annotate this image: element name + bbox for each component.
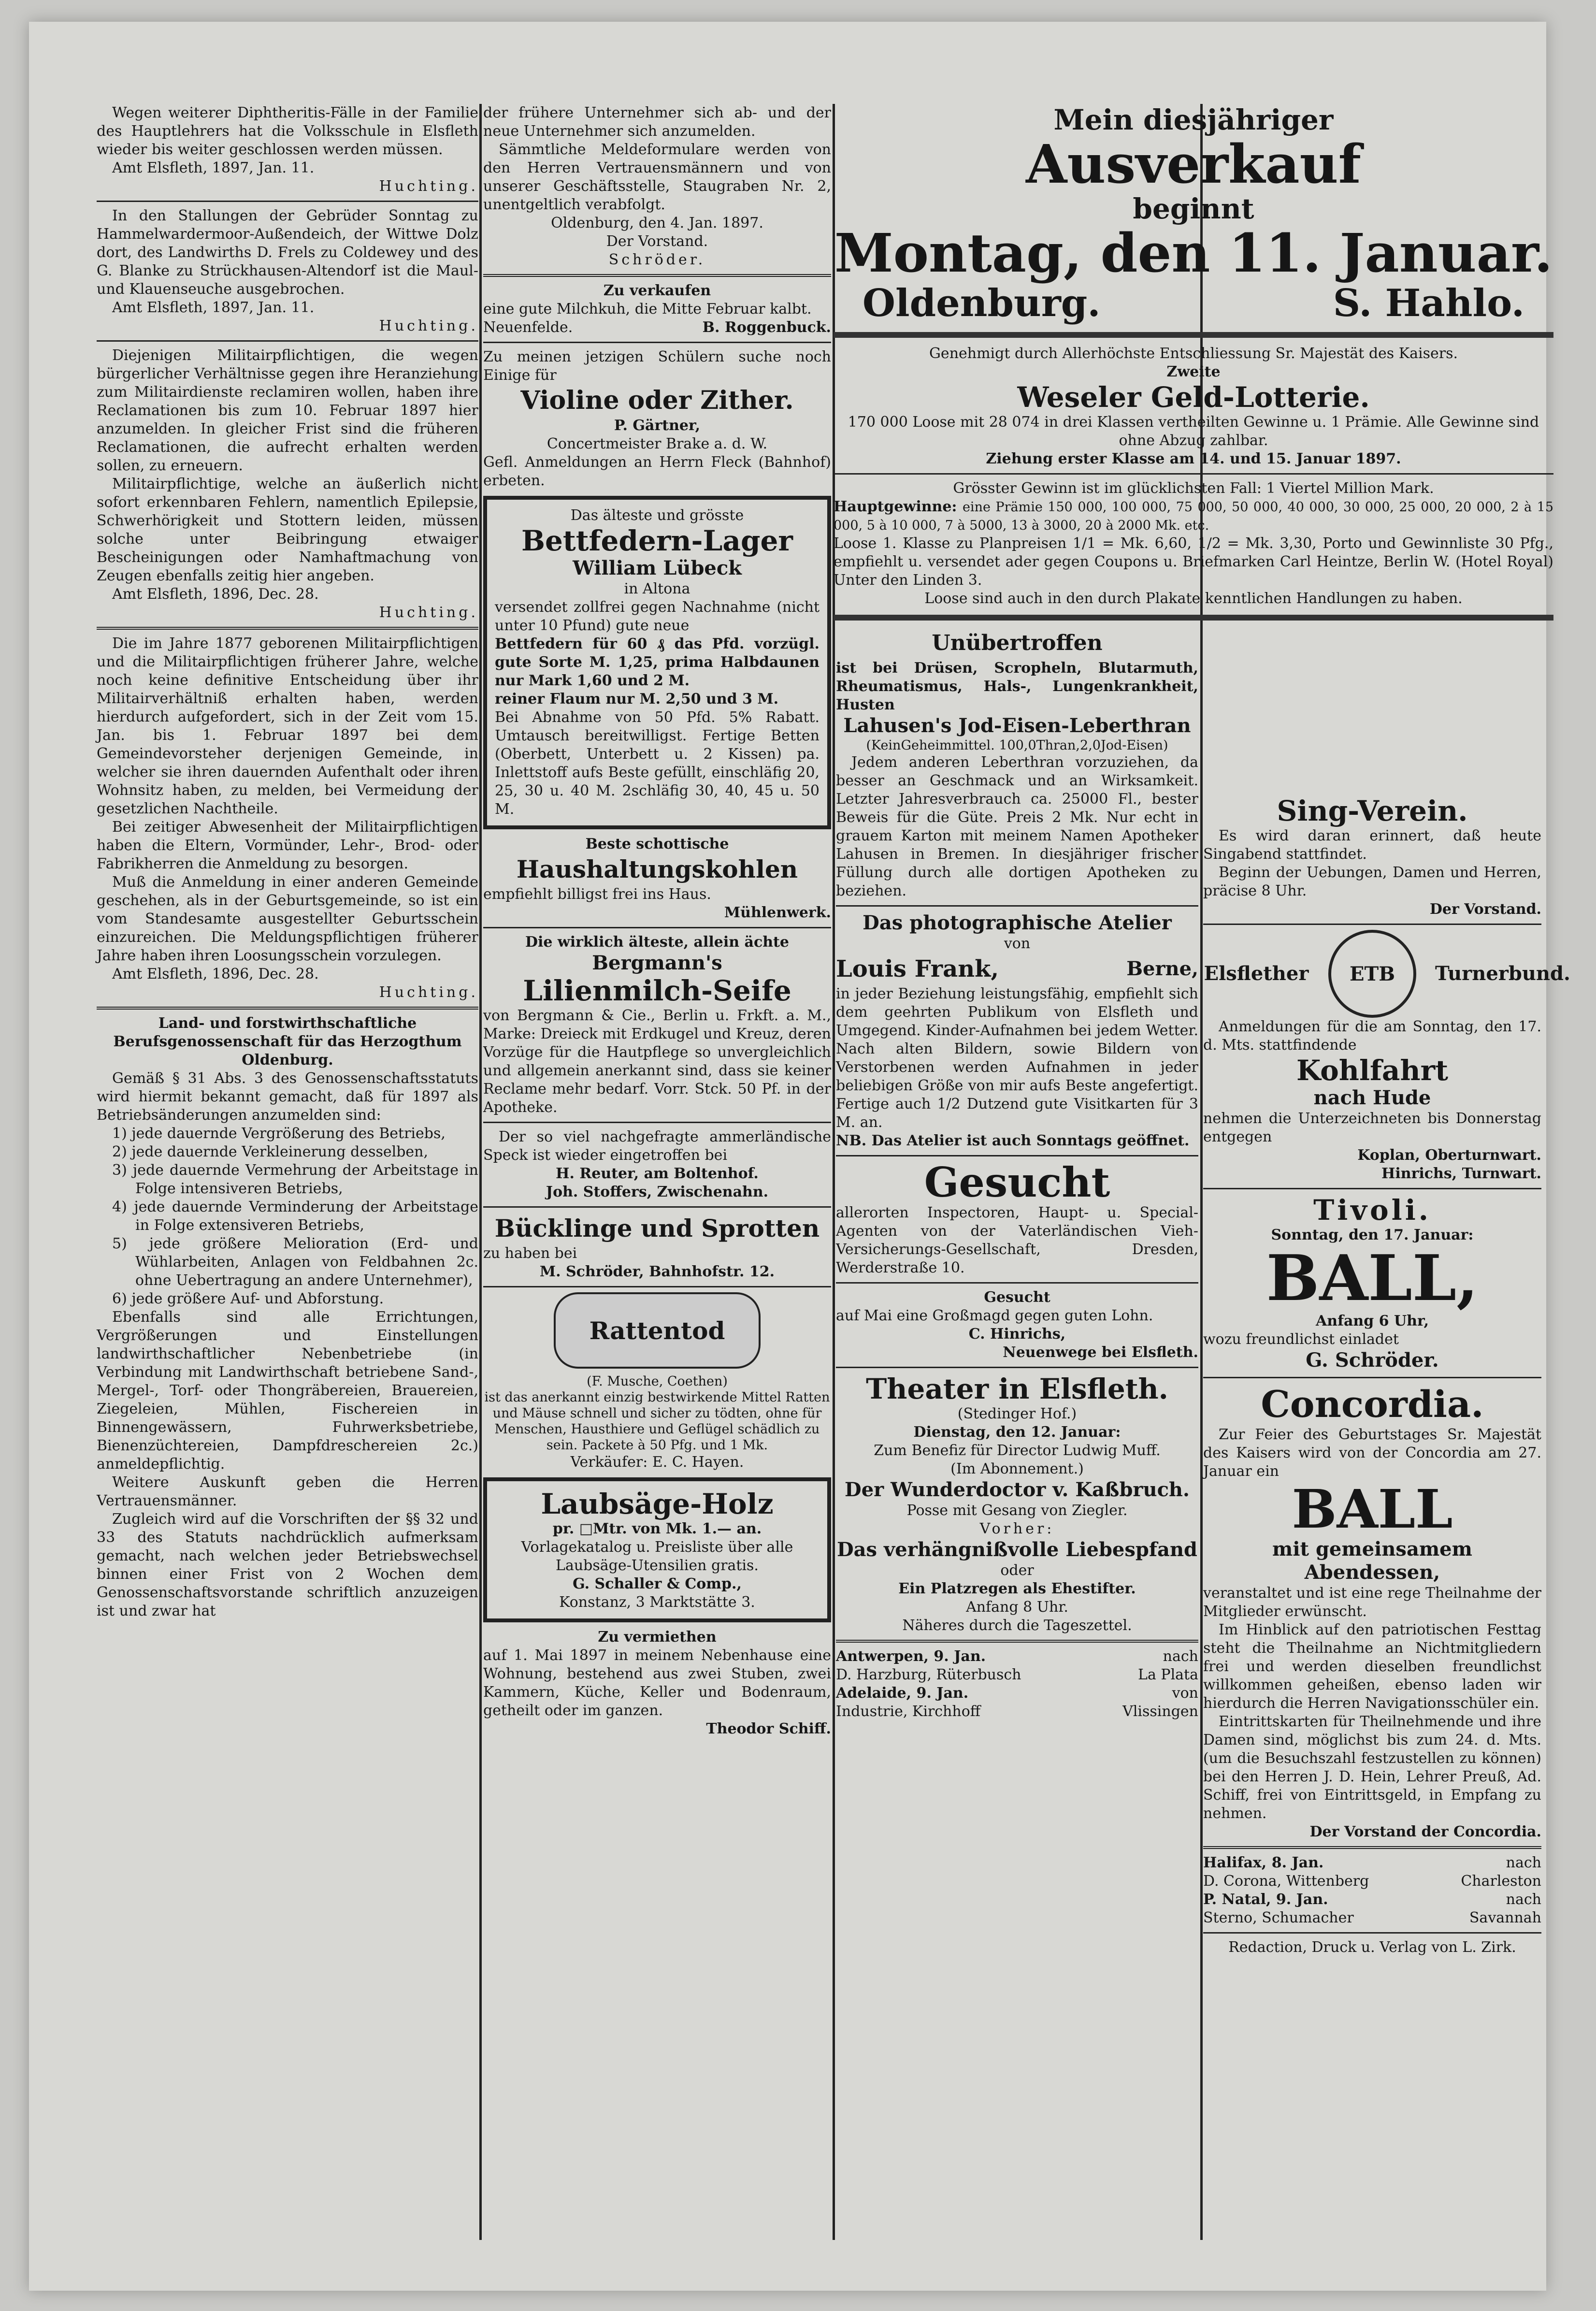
- ship-row: [836, 1666, 1198, 1684]
- ad-title: Haushaltungskohlen: [516, 855, 798, 883]
- notice-date: Amt Elsfleth, 1896, Dec. 28.: [112, 586, 319, 603]
- divider: [97, 627, 478, 630]
- notice-reclamation: Diejenigen Militairpflichtigen, die wegen bürgerlicher Verhältnisse gegen ihre Heranziehung zum Militairdienste reclamiren wollen, haben ihre Reclamationen bis zum 10. Februar 1897 hier anzumelden. In gleicher Frist sind die früheren Reclamationen, die aufrecht erhalten werden sollen, zu erneuern.: [97, 347, 478, 474]
- list-item: 4) jede dauernde Verminderung der Arbeitstage in Folge extensiveren Betriebs,: [112, 1199, 478, 1234]
- ad-body: Zur Feier des Geburtstages Sr. Majestät des Kaisers wird von der Concordia am 27. Januar ein: [1203, 1426, 1541, 1480]
- ad-body: auf Mai eine Großmagd gegen guten Lohn.: [836, 1307, 1153, 1324]
- ad-heading: Zu verkaufen: [603, 282, 711, 299]
- newspaper-page: [29, 22, 1570, 2291]
- ad-signature: Verkäufer: E. C. Hayen.: [570, 1454, 744, 1471]
- ad-name: C. Hinrichs,: [968, 1326, 1066, 1343]
- ad-body: Zu meinen jetzigen Schülern suche noch Einige für: [483, 348, 831, 384]
- ad-body: (KeinGeheimmittel. 100,0Thran,2,0Jod-Eisen): [866, 738, 1168, 753]
- ship-direction: nach: [1163, 1648, 1198, 1665]
- notice-signature: Huchting.: [379, 984, 478, 1001]
- ad-body: Näheres durch die Tageszettel.: [902, 1617, 1132, 1634]
- list-item: 5) jede größere Melioration (Erd- und Wühlarbeiten, Anlagen von Feldbahnen 2c. ohne Uebertragung an andere Unternehmer),: [112, 1235, 478, 1289]
- lottery-body: Loose 1. Klasse zu Planpreisen 1/1 = Mk. 6,60, 1/2 = Mk. 3,30, Porto und Gewinnliste 30 Pfg., empfiehlt u. versendet ader gegen Coupons u. Briefmarken Carl Heintze, Berlin W. (Hotel Royal) Unter den Linden 3.: [834, 535, 1553, 589]
- ad-body: ist das anerkannt einzig bestwirkende Mittel Ratten und Mäuse schnell und sicher zu tödten, ohne für Menschen, Hausthiere und Geflügel schädlich zu sein. Packete à 50 Pfg. und 1 Mk.: [484, 1390, 830, 1453]
- turnerbund-emblem-icon: [1328, 930, 1416, 1018]
- ad-body: Der so viel nachgefragte ammerländische Speck ist wieder eingetroffen bei: [483, 1128, 831, 1164]
- notice-reclamation-2: Militairpflichtige, welche an äußerlich nicht sofort erkennbaren Fehlern, namentlich Epilepsie, Schwerhörigkeit und Stottern leiden, müssen solche unter Beibringung etwaiger Bescheinigungen oder Namhaftmachung von Zeugen ebenfalls zeitig hier angeben.: [97, 476, 478, 584]
- ad-body: (Stedinger Hof.): [957, 1405, 1077, 1422]
- ad-title: Kohlfahrt: [1296, 1054, 1449, 1087]
- ad-title: Bettfedern-Lager: [521, 524, 793, 557]
- ad-address: Konstanz, 3 Marktstätte 3.: [559, 1594, 755, 1611]
- ad-title-right: Turnerbund.: [1435, 962, 1570, 985]
- divider: [97, 340, 478, 342]
- notice-signature: Huchting.: [379, 604, 478, 621]
- ad-name: G. Schaller & Comp.,: [573, 1575, 742, 1592]
- imprint: Redaction, Druck u. Verlag von L. Zirk.: [1228, 1939, 1516, 1956]
- ad-name: M. Schröder, Bahnhofstr. 12.: [539, 1263, 775, 1280]
- notice-body: Sämmtliche Meldeformulare werden von den Herren Vertrauensmännern und von unserer Geschäftsstelle, Staugraben Nr. 2, unentgeltlich verabfolgt.: [483, 141, 831, 213]
- ship-name: D. Harzburg, Rüterbusch: [836, 1666, 1021, 1683]
- ad-body: NB. Das Atelier ist auch Sonntags geöffnet.: [836, 1132, 1190, 1149]
- ad-body: empfiehlt billigst frei ins Haus.: [483, 886, 711, 903]
- play-title: Der Wunderdoctor v. Kaßbruch.: [845, 1478, 1190, 1501]
- notice-body: Ebenfalls sind alle Errichtungen, Vergrößerungen und Einstellungen landwirthschaftlicher Nebenbetriebe (in Verbindung mit Landwirthschaft betriebene Sand-, Mergel-, Torf- oder Thongräbereien, Brauereien, Ziegeleien, Mühlen, Fischereien in Binnengewässern, Fuhrwerksbetriebe, Bienenzüchtereien, Dampfdreschereien 2c.) anmeldepflichtig.: [97, 1309, 478, 1473]
- ad-body: zu haben bei: [483, 1245, 577, 1262]
- ad-body: Eintrittskarten für Theilnehmende und ihre Damen sind, möglichst bis zum 24. d. Mts. (um die Besuchszahl festzustellen zu können) bei den Herren J. D. Hein, Lehrer Preuß, Ad. Schiff, frei von Eintrittsgeld, in Empfang zu nehmen.: [1203, 1713, 1541, 1822]
- ad-body: versendet zollfrei gegen Nachnahme (nicht unter 10 Pfund) gute neue: [495, 599, 820, 634]
- rattentod-logo: [554, 1292, 761, 1369]
- lottery-drawing: Ziehung erster Klasse am 14. und 15. Januar 1897.: [986, 450, 1401, 467]
- ad-body: Posse mit Gesang von Ziegler.: [906, 1502, 1128, 1519]
- ad-date: Montag, den 11. Januar.: [834, 222, 1553, 284]
- ad-subtitle: nach Hude: [1313, 1086, 1431, 1109]
- ad-title: Ausverkauf: [1026, 133, 1361, 195]
- ad-signature: Koplan, Oberturnwart.: [1357, 1147, 1541, 1164]
- notice-date: Amt Elsfleth, 1897, Jan. 11.: [112, 299, 315, 316]
- logo-text: Rattentod: [589, 1316, 725, 1345]
- ad-name: Bergmann's: [592, 952, 722, 974]
- divider: [834, 332, 1553, 338]
- divider: [1203, 1188, 1541, 1189]
- ship-row: [836, 1703, 1198, 1721]
- ship-destination: Charleston: [1461, 1873, 1541, 1890]
- ad-body: Anmeldungen für die am Sonntag, den 17. d. Mts. stattfindende: [1203, 1018, 1541, 1054]
- ad-title-left: Elsflether: [1204, 962, 1309, 985]
- ad-place: in Altona: [624, 580, 690, 597]
- ad-body: allerorten Inspectoren, Haupt- u. Special-Agenten von der Vaterländischen Vieh-Versicherungs-Gesellschaft, Dresden, Werderstraße 10.: [836, 1204, 1198, 1276]
- ad-body: ist bei Drüsen, Scropheln, Blutarmuth, Rheumatismus, Hals-, Lungenkrankheit, Husten: [836, 660, 1198, 713]
- divider: [483, 1286, 831, 1287]
- notice-body: Zugleich wird auf die Vorschriften der §§ 32 und 33 des Statuts nachdrücklich aufmerksam gemacht, nach welchen jeder Betriebswechsel binnen einer Frist von 2 Wochen dem Genossenschaftsvorstande schriftlich anzuzeigen ist und zwar hat: [97, 1511, 478, 1619]
- ship-row: [1203, 1872, 1541, 1891]
- ad-signature: Der Vorstand.: [1429, 901, 1541, 918]
- ad-top: Beste schottische: [585, 836, 729, 852]
- divider: [97, 1007, 478, 1010]
- notice-military: Die im Jahre 1877 geborenen Militairpflichtigen und die Militairpflichtigen früherer Jahre, welche noch keine definitive Entscheidung über ihr Militairverhältniß erhalten haben, werden hierdurch aufgefordert, sich in der Zeit vom 15. Jan. bis 1. Februar 1897 bei dem Gemeindevorsteher derjenigen Gemeinde, in welcher sie ihren dauernden Aufenthalt oder ihren Wohnsitz haben, zu melden, bei Vermeidung der gesetzlichen Nachtheile.: [97, 635, 478, 817]
- list-item: 3) jede dauernde Vermehrung der Arbeitstage in Folge intensiveren Betriebs,: [112, 1162, 478, 1197]
- column-1: [97, 104, 478, 1620]
- notice-date: Amt Elsfleth, 1897, Jan. 11.: [112, 159, 315, 176]
- ship-row: [1203, 1909, 1541, 1927]
- ad-heading: Tivoli.: [1313, 1194, 1431, 1227]
- ad-name: B. Roggenbuck.: [702, 319, 831, 336]
- ad-ausverkauf: [834, 104, 1553, 621]
- notice-military-3: Muß die Anmeldung in einer anderen Gemeinde geschehen, als in der Geburtsgemeinde, so ist ein vom Standesamte ausgestellter Geburtsschein einzureichen. Die Meldungspflichtigen früherer Jahre haben ihren Loosungsschein vorzulegen.: [97, 874, 478, 964]
- notice-body: Weitere Auskunft geben die Herren Vertrauensmänner.: [97, 1474, 478, 1509]
- ad-body: Vorlagekatalog u. Preisliste über alle Laubsäge-Utensilien gratis.: [521, 1539, 793, 1574]
- ad-title: BALL,: [1266, 1241, 1479, 1315]
- ad-laubsaege: [483, 1477, 831, 1622]
- ad-signature: Mühlenwerk.: [724, 904, 831, 921]
- ad-title: Lilienmilch-Seife: [523, 974, 791, 1007]
- ad-body: oder: [1000, 1562, 1034, 1579]
- ad-body: Beginn der Uebungen, Damen und Herren, präcise 8 Uhr.: [1203, 864, 1541, 899]
- divider: [834, 615, 1553, 621]
- ad-heading: Zu vermiethen: [598, 1629, 717, 1646]
- ad-title: Bücklinge und Sprotten: [494, 1214, 820, 1242]
- ad-body: Gefl. Anmeldungen an Herrn Fleck (Bahnhof) erbeten.: [483, 454, 831, 489]
- ad-subtitle: mit gemeinsamem Abendessen,: [1272, 1538, 1472, 1584]
- emblem-text: ETB: [1349, 962, 1395, 985]
- ad-body: Bettfedern für 60 ₰ das Pfd. vorzügl. gute Sorte M. 1,25, prima Halbdaunen nur Mark 1,60 und 2 M.: [495, 636, 820, 689]
- ad-place: Berne,: [1126, 957, 1198, 980]
- ship-name: D. Corona, Wittenberg: [1203, 1873, 1369, 1890]
- ship-row: [1203, 1854, 1541, 1872]
- notice-signature: Schröder.: [608, 251, 706, 268]
- lottery-label: Zweite: [1166, 363, 1221, 380]
- ad-heading: Violine oder Zither.: [520, 386, 794, 415]
- divider: [1203, 1377, 1541, 1378]
- divider: [483, 1206, 831, 1208]
- ad-date: Sonntag, den 17. Januar:: [1271, 1227, 1474, 1243]
- ship-port: Antwerpen, 9. Jan.: [836, 1648, 986, 1665]
- notice-continued: der frühere Unternehmer sich ab- und der neue Unternehmer sich anzumelden.: [483, 104, 831, 140]
- ship-row: [1203, 1891, 1541, 1909]
- ad-title: Laubsäge-Holz: [541, 1488, 774, 1520]
- ad-name: William Lübeck: [573, 557, 742, 579]
- ad-body: veranstaltet und ist eine rege Theilnahme der Mitglieder erwünscht.: [1203, 1585, 1541, 1620]
- ad-body: Im Hinblick auf den patriotischen Festtag steht die Theilnahme an Nichtmitgliedern frei und werden dieselben freundlichst willkommen geheißen, ebenso laden wir hierdurch die Herren Navigationsschüler ein.: [1203, 1621, 1541, 1712]
- ad-body: eine gute Milchkuh, die Mitte Februar kalbt.: [483, 301, 812, 318]
- notice-signature: Huchting.: [379, 318, 478, 334]
- notice-seuche: In den Stallungen der Gebrüder Sonntag zu Hammelwardermoor-Außendeich, der Wittwe Dolz dort, des Landwirths D. Frels zu Coldewey und des G. Blanke zu Strückhausen-Altendorf ist die Maul- und Klauenseuche ausgebrochen.: [97, 207, 478, 298]
- ad-body: (Im Abonnement.): [950, 1460, 1084, 1477]
- divider: [1203, 1932, 1541, 1934]
- ad-body: wozu freundlichst einladet: [1203, 1331, 1399, 1348]
- ad-body: Anfang 6 Uhr,: [1315, 1313, 1429, 1329]
- ad-name: S. Hahlo.: [1333, 281, 1524, 325]
- lottery-prizes: [834, 498, 1553, 534]
- ad-body: Vorher:: [979, 1520, 1055, 1537]
- ad-body: von Bergmann & Cie., Berlin u. Frkft. a. M., Marke: Dreieck mit Erdkugel und Kreuz, deren Vorzüge für die Hautpflege so unvergleichlich und allgemein anerkannt sind, dass sie keiner Reclame mehr bedarf. Vorr. Stck. 50 Pf. in der Apotheke.: [483, 1007, 831, 1116]
- play-title: Das verhängnißvolle Liebespfand: [836, 1538, 1198, 1561]
- ad-heading: Sing-Verein.: [1277, 794, 1468, 827]
- notice-heading: Land- und forstwirthschaftliche Berufsgenossenschaft für das Herzogthum Oldenburg.: [113, 1015, 462, 1069]
- notice-date: Oldenburg, den 4. Jan. 1897.: [551, 215, 763, 231]
- change-list: [97, 1125, 478, 1308]
- ship-name: Sterno, Schumacher: [1203, 1909, 1354, 1926]
- ship-row: [836, 1647, 1198, 1666]
- ad-title: BALL: [1292, 1478, 1453, 1540]
- ad-signature: Hinrichs, Turnwart.: [1381, 1165, 1541, 1182]
- play-title: Ein Platzregen als Ehestifter.: [898, 1580, 1136, 1597]
- ad-title: Lahusen's Jod-Eisen-Leberthran: [843, 714, 1191, 737]
- divider: [836, 1367, 1198, 1368]
- divider: [483, 927, 831, 928]
- ad-place: Neuenfelde.: [483, 319, 573, 336]
- ad-name: Louis Frank,: [836, 955, 999, 982]
- ad-subtitle: beginnt: [1133, 192, 1254, 225]
- lottery-prizes-list: eine Prämie 150 000, 100 000, 75 000, 50 000, 40 000, 30 000, 25 000, 20 000, 2 à 15 000, 5 à 10 000, 7 à 5000, 13 à 3000, 20 à 2000 Mk. etc.: [834, 500, 1553, 533]
- turnerbund-header: [1203, 930, 1570, 1018]
- ad-body: Bei Abnahme von 50 Pfd. 5% Rabatt. Umtausch bereitwilligst. Fertige Betten (Oberbett, Unterbett u. 2 Kissen) pa. Inlettstoff aufs Beste gefüllt, einschläfig 20, 25, 30 u. 40 M. 2schläfig 30, 40, 45 u. 50 M.: [495, 709, 820, 818]
- list-item: 2) jede dauernde Verkleinerung desselben,: [112, 1143, 429, 1160]
- notice-signature: Der Vorstand.: [606, 233, 708, 250]
- ad-signature: Theodor Schiff.: [706, 1720, 831, 1737]
- lottery-prizes-label: Hauptgewinne:: [834, 498, 957, 515]
- ship-name: Industrie, Kirchhoff: [836, 1703, 981, 1720]
- notice-body: Gemäß § 31 Abs. 3 des Genossenschaftsstatuts wird hiermit bekannt gemacht, daß für 1897 als Betriebsänderungen anzumelden sind:: [97, 1070, 478, 1124]
- ad-signature-row: [483, 318, 831, 337]
- ad-top: Das älteste und grösste: [570, 507, 744, 524]
- divider: [97, 201, 478, 202]
- ad-heading: Gesucht: [984, 1289, 1050, 1306]
- ad-name: Joh. Stoffers, Zwischenahn.: [546, 1184, 769, 1200]
- column-2: [483, 104, 831, 1738]
- lottery-body: Loose sind auch in den durch Plakate kenntlichen Handlungen zu haben.: [924, 590, 1463, 607]
- ship-port: Adelaide, 9. Jan.: [836, 1685, 969, 1702]
- ship-destination: Savannah: [1469, 1909, 1541, 1926]
- ad-bettfedern: [483, 496, 831, 829]
- ad-place: Neuenwege bei Elsfleth.: [1003, 1344, 1198, 1361]
- ad-body: Es wird daran erinnert, daß heute Singabend stattfindet.: [1203, 827, 1541, 863]
- divider: [836, 1282, 1198, 1284]
- ship-row: [836, 1684, 1198, 1703]
- ad-footer-row: [834, 282, 1553, 325]
- divider: [1203, 924, 1541, 925]
- lottery-body: 170 000 Loose mit 28 074 in drei Klassen vertheilten Gewinne u. 1 Prämie. Alle Gewinne sind ohne Abzug zahlbar.: [848, 414, 1539, 449]
- ad-body: auf 1. Mai 1897 in meinem Nebenhause eine Wohnung, bestehend aus zwei Stuben, zwei Kammern, Küche, Keller und Bodenraum, getheilt oder im ganzen.: [483, 1647, 831, 1719]
- divider: [483, 274, 831, 277]
- divider: [483, 342, 831, 343]
- ad-place: Oldenburg.: [863, 281, 1101, 325]
- ad-body: Zum Benefiz für Director Ludwig Muff.: [874, 1442, 1161, 1459]
- ad-body: von: [1004, 935, 1031, 952]
- ad-heading: Das photographische Atelier: [863, 911, 1172, 934]
- ship-direction: von: [1172, 1685, 1198, 1702]
- ship-destination: Vlissingen: [1122, 1703, 1198, 1720]
- ad-heading: Concordia.: [1261, 1383, 1484, 1426]
- ad-body: Jedem anderen Leberthran vorzuziehen, da besser an Geschmack und an Wirksamkeit. Letzter Jahresverbrauch ca. 25000 Fl., bester Beweis für die Güte. Preis 2 Mk. Nur echt in grauem Karton mit meinem Namen Apotheker Lahusen in Bremen. In diesjähriger frischer Füllung durch alle dortigen Apotheken zu beziehen.: [836, 754, 1198, 899]
- lottery-body: Grösster Gewinn ist im glücklichsten Fall: 1 Viertel Million Mark.: [953, 480, 1434, 497]
- divider: [483, 1122, 831, 1123]
- ad-name: H. Reuter, am Boltenhof.: [556, 1165, 759, 1182]
- lottery-title: Weseler Geld-Lotterie.: [1017, 381, 1370, 414]
- lottery-approval: Genehmigt durch Allerhöchste Entschliessung Sr. Majestät des Kaisers.: [929, 345, 1458, 362]
- ad-heading: Theater in Elsfleth.: [866, 1372, 1168, 1405]
- ship-port: P. Natal, 9. Jan.: [1203, 1891, 1328, 1908]
- ad-signature: G. Schröder.: [1306, 1349, 1439, 1372]
- column-4: [1203, 794, 1570, 1957]
- ad-heading: Unübertroffen: [932, 631, 1103, 655]
- ad-body: in jeder Beziehung leistungsfähig, empfiehlt sich dem geehrten Publikum von Elsfleth und Umgegend. Kinder-Aufnahmen bei jedem Wetter. Nach alten Bildern, sowie Bildern von Verstorbenen werden Aufnahmen in jeder beliebigen Größe von mir aufs Beste angefertigt. Fertige auch 1/2 Dutzend gute Visitkarten für 3 M. an.: [836, 985, 1198, 1131]
- ad-top: Die wirklich älteste, allein ächte: [525, 934, 789, 951]
- notice-diphtheria: Wegen weiterer Diphtheritis-Fälle in der Familie des Hauptlehrers hat die Volksschule in Elsfleth wieder bis weiter geschlossen werden müssen.: [97, 104, 478, 158]
- divider: [836, 905, 1198, 907]
- ship-destination: La Plata: [1138, 1666, 1198, 1683]
- ad-body: nehmen die Unterzeichneten bis Donnerstag entgegen: [1203, 1110, 1541, 1145]
- notice-signature: Huchting.: [379, 178, 478, 195]
- notice-date: Amt Elsfleth, 1896, Dec. 28.: [112, 966, 319, 982]
- notice-military-2: Bei zeitiger Abwesenheit der Militairpflichtigen haben die Eltern, Vormünder, Lehr-, Brod- oder Fabrikherren die Anmeldung zu besorgen.: [97, 819, 478, 872]
- logo-subtext: (F. Musche, Coethen): [587, 1374, 728, 1389]
- column-rule: [479, 104, 482, 2240]
- divider: [834, 473, 1553, 475]
- ad-heading: Gesucht: [924, 1158, 1110, 1206]
- list-item: 1) jede dauernde Vergrößerung des Betriebs,: [112, 1125, 446, 1142]
- ship-direction: nach: [1506, 1854, 1541, 1871]
- ad-name: P. Gärtner,: [614, 417, 701, 434]
- divider: [836, 1640, 1198, 1643]
- ad-date: Dienstag, den 12. Januar:: [913, 1424, 1121, 1441]
- ad-signature: Der Vorstand der Concordia.: [1309, 1823, 1541, 1840]
- ship-direction: nach: [1506, 1891, 1541, 1908]
- ad-body: reiner Flaum nur M. 2,50 und 3 M.: [495, 691, 779, 708]
- ad-top: Mein diesjähriger: [1053, 103, 1334, 136]
- divider: [836, 1155, 1198, 1156]
- divider: [1203, 1846, 1541, 1849]
- ship-port: Halifax, 8. Jan.: [1203, 1854, 1324, 1871]
- ad-body: Anfang 8 Uhr.: [966, 1599, 1068, 1616]
- ad-body: pr. □Mtr. von Mk. 1.— an.: [552, 1520, 762, 1537]
- ad-name-row: [836, 953, 1198, 985]
- ad-body: Concertmeister Brake a. d. W.: [546, 435, 768, 452]
- list-item: 6) jede größere Auf- und Abforstung.: [112, 1290, 384, 1307]
